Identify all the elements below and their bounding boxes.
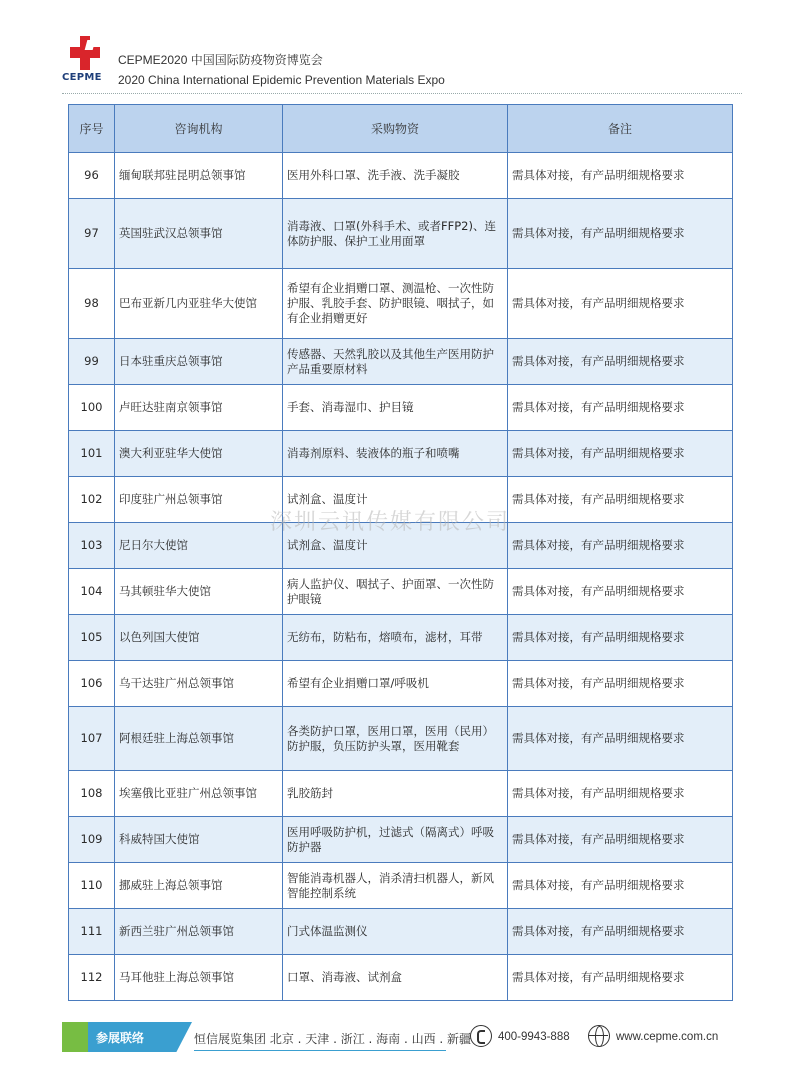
row-items: 医用外科口罩、洗手液、洗手凝胶 — [283, 153, 508, 199]
row-items: 口罩、消毒液、试剂盒 — [283, 955, 508, 1001]
row-organization: 埃塞俄比亚驻广州总领事馆 — [115, 771, 283, 817]
row-items: 乳胶筋封 — [283, 771, 508, 817]
column-header-items: 采购物资 — [283, 105, 508, 153]
row-items: 无纺布，防粘布，熔喷布，滤材，耳带 — [283, 615, 508, 661]
logo-text: CEPME — [62, 72, 102, 83]
row-items: 消毒液、口罩(外科手术、或者FFP2)、连体防护服、保护工业用面罩 — [283, 199, 508, 269]
row-note: 需具体对接，有产品明细规格要求 — [508, 523, 733, 569]
header-title-en: 2020 China International Epidemic Prevention Materials Expo — [118, 73, 445, 87]
row-organization: 英国驻武汉总领事馆 — [115, 199, 283, 269]
phone-icon — [470, 1025, 492, 1047]
table-row — [69, 817, 733, 863]
row-number: 97 — [69, 199, 115, 269]
row-note: 需具体对接，有产品明细规格要求 — [508, 955, 733, 1001]
row-items: 手套、消毒湿巾、护目镜 — [283, 385, 508, 431]
row-number: 96 — [69, 153, 115, 199]
row-note: 需具体对接，有产品明细规格要求 — [508, 199, 733, 269]
row-number: 99 — [69, 339, 115, 385]
row-organization: 挪威驻上海总领事馆 — [115, 863, 283, 909]
row-organization: 澳大利亚驻华大使馆 — [115, 431, 283, 477]
row-organization: 印度驻广州总领事馆 — [115, 477, 283, 523]
row-note: 需具体对接，有产品明细规格要求 — [508, 909, 733, 955]
row-items: 希望有企业捐赠口罩、测温枪、一次性防护服、乳胶手套、防护眼镜、咽拭子，如有企业捐赠更好 — [283, 269, 508, 339]
column-header-note: 备注 — [508, 105, 733, 153]
table-row — [69, 569, 733, 615]
footer-website[interactable]: www.cepme.com.cn — [616, 1031, 719, 1043]
row-items: 各类防护口罩，医用口罩，医用（民用）防护服，负压防护头罩，医用靴套 — [283, 707, 508, 771]
row-note: 需具体对接，有产品明细规格要求 — [508, 661, 733, 707]
column-header-no: 序号 — [69, 105, 115, 153]
row-note: 需具体对接，有产品明细规格要求 — [508, 339, 733, 385]
table-row — [69, 431, 733, 477]
table-row — [69, 771, 733, 817]
row-items: 门式体温监测仪 — [283, 909, 508, 955]
row-number: 109 — [69, 817, 115, 863]
table-row — [69, 477, 733, 523]
row-items: 智能消毒机器人，消杀清扫机器人，新风智能控制系统 — [283, 863, 508, 909]
row-items: 病人监护仪、咽拭子、护面罩、一次性防护眼镜 — [283, 569, 508, 615]
row-number: 106 — [69, 661, 115, 707]
row-number: 112 — [69, 955, 115, 1001]
row-note: 需具体对接，有产品明细规格要求 — [508, 569, 733, 615]
footer-underline — [194, 1050, 446, 1051]
row-items: 试剂盒、温度计 — [283, 477, 508, 523]
footer-label: 参展联络 — [96, 1031, 145, 1045]
page-header — [62, 36, 742, 92]
row-number: 107 — [69, 707, 115, 771]
row-note: 需具体对接，有产品明细规格要求 — [508, 771, 733, 817]
globe-icon — [588, 1025, 610, 1047]
row-organization: 巴布亚新几内亚驻华大使馆 — [115, 269, 283, 339]
row-number: 104 — [69, 569, 115, 615]
row-number: 103 — [69, 523, 115, 569]
row-number: 102 — [69, 477, 115, 523]
row-organization: 尼日尔大使馆 — [115, 523, 283, 569]
row-number: 108 — [69, 771, 115, 817]
row-organization: 以色列国大使馆 — [115, 615, 283, 661]
row-organization: 卢旺达驻南京领事馆 — [115, 385, 283, 431]
row-number: 105 — [69, 615, 115, 661]
table-row — [69, 661, 733, 707]
row-note: 需具体对接，有产品明细规格要求 — [508, 153, 733, 199]
row-items: 试剂盒、温度计 — [283, 523, 508, 569]
watermark-text: 深圳云讯传媒有限公司 — [270, 510, 511, 535]
table-row — [69, 909, 733, 955]
footer-group: 恒信展览集团 北京 . 天津 . 浙江 . 海南 . 山西 . 新疆 — [194, 1032, 472, 1046]
row-number: 111 — [69, 909, 115, 955]
footer-phone[interactable]: 400-9943-888 — [498, 1031, 570, 1043]
table-row — [69, 615, 733, 661]
page-footer — [62, 1020, 742, 1056]
row-note: 需具体对接，有产品明细规格要求 — [508, 615, 733, 661]
header-title-cn: CEPME2020 中国国际防疫物资博览会 — [118, 53, 323, 67]
row-items: 消毒剂原料、装液体的瓶子和喷嘴 — [283, 431, 508, 477]
row-organization: 缅甸联邦驻昆明总领事馆 — [115, 153, 283, 199]
row-items: 医用呼吸防护机，过滤式（隔离式）呼吸防护器 — [283, 817, 508, 863]
row-organization: 乌干达驻广州总领事馆 — [115, 661, 283, 707]
row-note: 需具体对接，有产品明细规格要求 — [508, 431, 733, 477]
table-row — [69, 153, 733, 199]
row-number: 110 — [69, 863, 115, 909]
header-divider — [62, 93, 742, 94]
row-note: 需具体对接，有产品明细规格要求 — [508, 817, 733, 863]
row-note: 需具体对接，有产品明细规格要求 — [508, 269, 733, 339]
table-header-row — [69, 105, 733, 153]
row-organization: 阿根廷驻上海总领事馆 — [115, 707, 283, 771]
row-note: 需具体对接，有产品明细规格要求 — [508, 863, 733, 909]
row-number: 98 — [69, 269, 115, 339]
row-organization: 科威特国大使馆 — [115, 817, 283, 863]
row-items: 传感器、天然乳胶以及其他生产医用防护产品重要原材料 — [283, 339, 508, 385]
table-row — [69, 863, 733, 909]
row-organization: 马其顿驻华大使馆 — [115, 569, 283, 615]
row-organization: 日本驻重庆总领事馆 — [115, 339, 283, 385]
row-note: 需具体对接，有产品明细规格要求 — [508, 385, 733, 431]
row-number: 100 — [69, 385, 115, 431]
procurement-table — [68, 104, 732, 1001]
table-row — [69, 385, 733, 431]
table-row — [69, 269, 733, 339]
header-titles — [118, 50, 445, 90]
table-row — [69, 199, 733, 269]
row-note: 需具体对接，有产品明细规格要求 — [508, 477, 733, 523]
cepme-logo — [62, 36, 108, 86]
table-row — [69, 523, 733, 569]
table-row — [69, 339, 733, 385]
column-header-org: 咨询机构 — [115, 105, 283, 153]
row-note: 需具体对接，有产品明细规格要求 — [508, 707, 733, 771]
row-items: 希望有企业捐赠口罩/呼吸机 — [283, 661, 508, 707]
footer-accent — [62, 1022, 88, 1052]
row-organization: 马耳他驻上海总领事馆 — [115, 955, 283, 1001]
row-number: 101 — [69, 431, 115, 477]
table-row — [69, 707, 733, 771]
red-cross-icon — [70, 36, 100, 70]
row-organization: 新西兰驻广州总领事馆 — [115, 909, 283, 955]
table-row — [69, 955, 733, 1001]
